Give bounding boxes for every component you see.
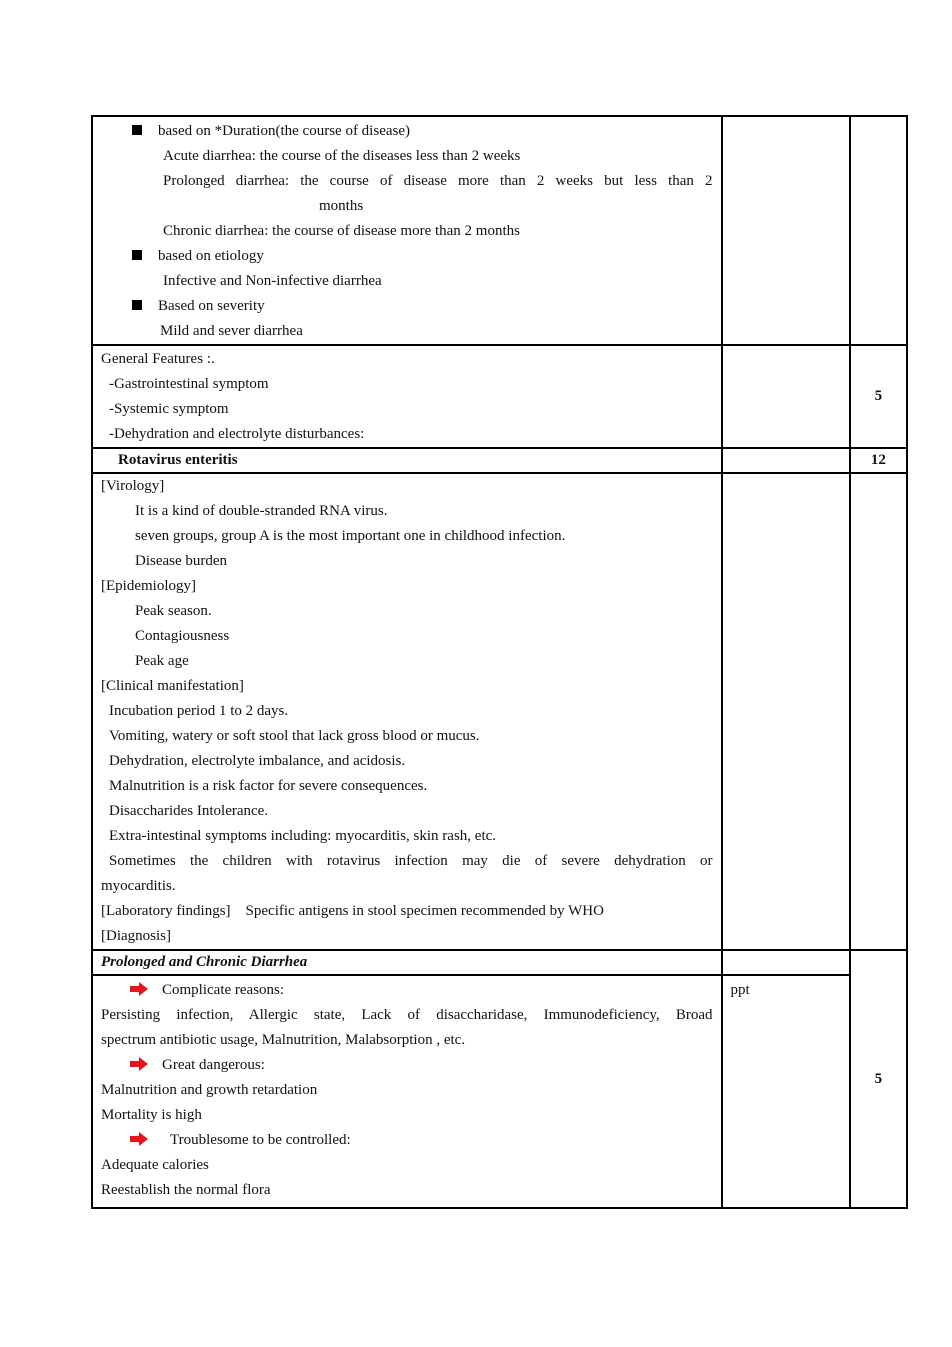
- danger-item: Mortality is high: [101, 1107, 202, 1123]
- classification-hours-cell: [850, 116, 907, 345]
- acute-text: Acute diarrhea: the course of the diseases less than 2 weeks: [163, 148, 521, 164]
- chronic-text: Chronic diarrhea: the course of disease more than 2 months: [163, 223, 520, 239]
- syllabus-table: [91, 115, 908, 1209]
- general-item: -Gastrointestinal symptom: [109, 376, 269, 392]
- clinical-item: Disaccharides Intolerance.: [109, 803, 269, 819]
- prolonged-method-heading-cell: [722, 950, 850, 975]
- square-bullet-icon: [132, 300, 142, 310]
- epidemiology-item: Contagiousness: [135, 628, 230, 644]
- general-item: -Dehydration and electrolyte disturbances:: [109, 426, 365, 442]
- control-item: Reestablish the normal flora: [101, 1182, 271, 1198]
- epidemiology-heading: [Epidemiology]: [101, 578, 196, 594]
- arrow-right-icon: [130, 1057, 148, 1071]
- rotavirus-content: [92, 473, 722, 950]
- classification-content: [92, 116, 722, 345]
- danger-item: Malnutrition and growth retardation: [101, 1082, 318, 1098]
- danger-label: Great dangerous:: [162, 1057, 265, 1073]
- rotavirus-title: Rotavirus enteritis: [118, 452, 238, 468]
- diagnosis-heading: [Diagnosis]: [101, 928, 171, 944]
- virology-heading: [Virology]: [101, 478, 165, 494]
- prolonged-hours: 5: [850, 950, 907, 1208]
- duration-label: based on *Duration(the course of disease): [158, 123, 410, 139]
- rotavirus-content-hours-cell: [850, 473, 907, 950]
- clinical-item: Sometimes the children with rotavirus infection may die of severe dehydration or: [109, 853, 713, 869]
- etiology-label: based on etiology: [158, 248, 264, 264]
- severity-label: Based on severity: [158, 298, 265, 314]
- classification-method-cell: [722, 116, 850, 345]
- clinical-item-cont: myocarditis.: [101, 878, 176, 894]
- prolonged-content-row: [92, 975, 907, 1208]
- clinical-item: Malnutrition is a risk factor for severe consequences.: [109, 778, 428, 794]
- virology-item: seven groups, group A is the most important one in childhood infection.: [135, 528, 566, 544]
- arrow-right-icon: [130, 1132, 148, 1146]
- virology-item: It is a kind of double-stranded RNA virus.: [135, 503, 388, 519]
- etiology-text: Infective and Non-infective diarrhea: [163, 273, 382, 289]
- square-bullet-icon: [132, 250, 142, 260]
- general-features-row: [92, 345, 907, 448]
- classification-row: [92, 116, 907, 345]
- control-item: Adequate calories: [101, 1157, 209, 1173]
- reasons-text-cont: spectrum antibiotic usage, Malnutrition, Malabsorption , etc.: [101, 1032, 466, 1048]
- laboratory-findings: [Laboratory findings] Specific antigens in stool specimen recommended by WHO: [101, 903, 604, 919]
- clinical-item: Dehydration, electrolyte imbalance, and acidosis.: [109, 753, 406, 769]
- general-method-cell: [722, 345, 850, 448]
- prolonged-chronic-title: Prolonged and Chronic Diarrhea: [101, 954, 308, 970]
- rotavirus-content-row: [92, 473, 907, 950]
- clinical-item: Vomiting, watery or soft stool that lack gross blood or mucus.: [109, 728, 480, 744]
- epidemiology-item: Peak season.: [135, 603, 212, 619]
- epidemiology-item: Peak age: [135, 653, 189, 669]
- clinical-item: Extra-intestinal symptoms including: myocarditis, skin rash, etc.: [109, 828, 497, 844]
- clinical-item: Incubation period 1 to 2 days.: [109, 703, 289, 719]
- general-features-title: General Features :.: [101, 351, 215, 367]
- teaching-method: ppt: [730, 982, 750, 998]
- general-hours: 5: [850, 345, 907, 448]
- prolonged-heading-row: [92, 950, 907, 975]
- prolonged-text: Prolonged diarrhea: the course of disease more than 2 weeks but less than 2: [163, 173, 713, 189]
- rotavirus-method-cell: [722, 448, 850, 473]
- arrow-right-icon: [130, 982, 148, 996]
- virology-item: Disease burden: [135, 553, 228, 569]
- severity-text: Mild and sever diarrhea: [160, 323, 303, 339]
- reasons-label: Complicate reasons:: [162, 982, 285, 998]
- square-bullet-icon: [132, 125, 142, 135]
- rotavirus-content-method-cell: [722, 473, 850, 950]
- control-label: Troublesome to be controlled:: [170, 1132, 351, 1148]
- general-features-content: [92, 345, 722, 448]
- general-item: -Systemic symptom: [109, 401, 229, 417]
- prolonged-content: [92, 975, 722, 1208]
- reasons-text: Persisting infection, Allergic state, Lack of disaccharidase, Immunodeficiency, Broad: [101, 1007, 713, 1023]
- prolonged-text-cont: months: [319, 198, 364, 214]
- clinical-heading: [Clinical manifestation]: [101, 678, 244, 694]
- rotavirus-heading-row: [92, 448, 907, 473]
- rotavirus-hours: 12: [850, 448, 907, 473]
